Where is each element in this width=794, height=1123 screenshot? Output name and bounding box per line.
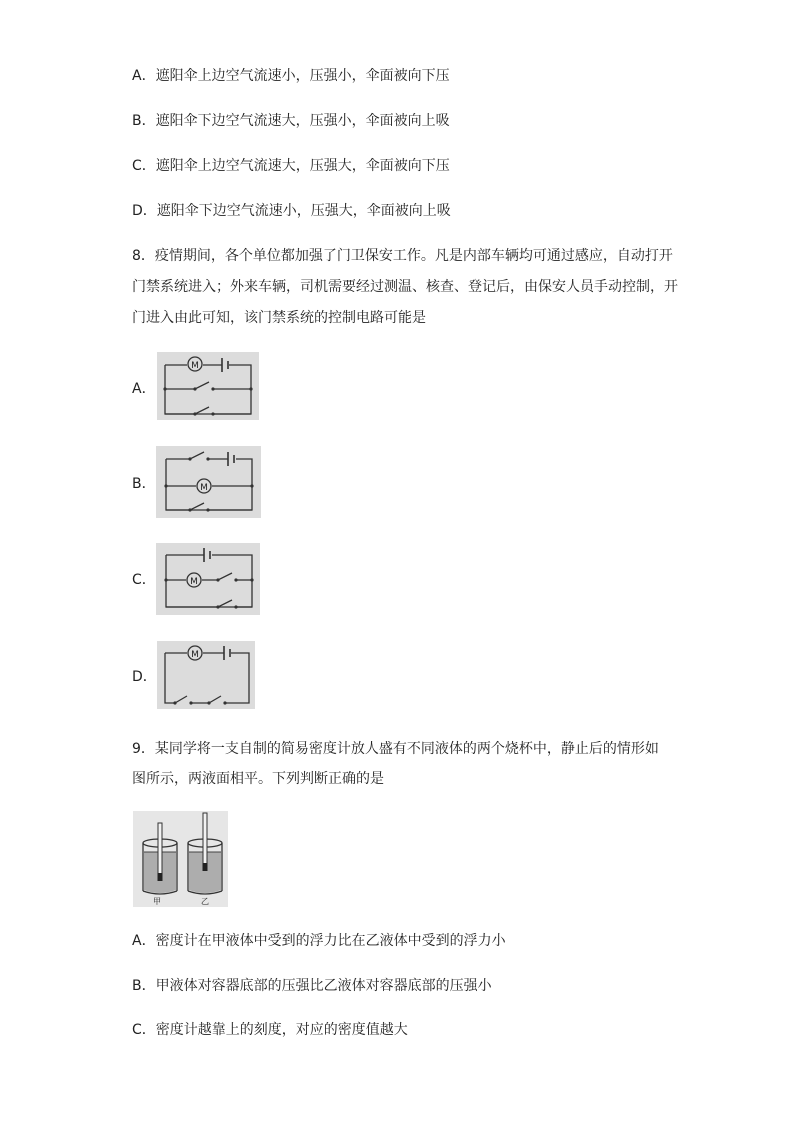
q8-circuit-c	[156, 543, 260, 615]
q7-option-b: B．遮阳伞下边空气流速大，压强小，伞面被向上吸	[132, 113, 450, 129]
q8-option-c-label: C．	[132, 572, 156, 588]
q8-stem-line-2: 门禁系统进入；外来车辆，司机需要经过测温、核查、登记后，由保安人员手动控制，开	[132, 279, 678, 295]
hydrometer-beakers-figure	[133, 811, 228, 907]
q8-stem-line-3: 门进入由此可知，该门禁系统的控制电路可能是	[132, 310, 426, 326]
motor-symbol: M	[191, 650, 199, 660]
label-yi: 乙	[201, 897, 209, 906]
motor-symbol: M	[200, 483, 208, 493]
q7-option-c: C．遮阳伞上边空气流速大，压强大，伞面被向下压	[132, 158, 450, 174]
motor-symbol: M	[191, 361, 199, 371]
q7-option-d: D．遮阳伞下边空气流速小，压强大，伞面被向上吸	[132, 203, 451, 219]
label-jia: 甲	[153, 897, 161, 906]
q9-option-a: A．密度计在甲液体中受到的浮力比在乙液体中受到的浮力小	[132, 933, 506, 949]
q9-stem-line-2: 图所示，两液面相平。下列判断正确的是	[132, 771, 384, 787]
q8-circuit-b	[156, 446, 261, 518]
q8-circuit-a	[157, 352, 259, 420]
motor-symbol: M	[190, 577, 198, 587]
q9-stem-line-1: 9．某同学将一支自制的简易密度计放人盛有不同液体的两个烧杯中，静止后的情形如	[132, 741, 659, 757]
q7-option-a: A．遮阳伞上边空气流速小，压强小，伞面被向下压	[132, 68, 450, 84]
q8-stem-line-1: 8．疫情期间，各个单位都加强了门卫保安工作。凡是内部车辆均可通过感应，自动打开	[132, 248, 673, 264]
q8-circuit-d	[157, 641, 255, 709]
q9-option-c: C．密度计越靠上的刻度，对应的密度值越大	[132, 1022, 408, 1038]
q8-option-b-label: B．	[132, 476, 156, 492]
q8-option-d-label: D．	[132, 669, 157, 685]
q8-option-a-label: A．	[132, 381, 156, 397]
q9-option-b: B．甲液体对容器底部的压强比乙液体对容器底部的压强小	[132, 978, 492, 994]
